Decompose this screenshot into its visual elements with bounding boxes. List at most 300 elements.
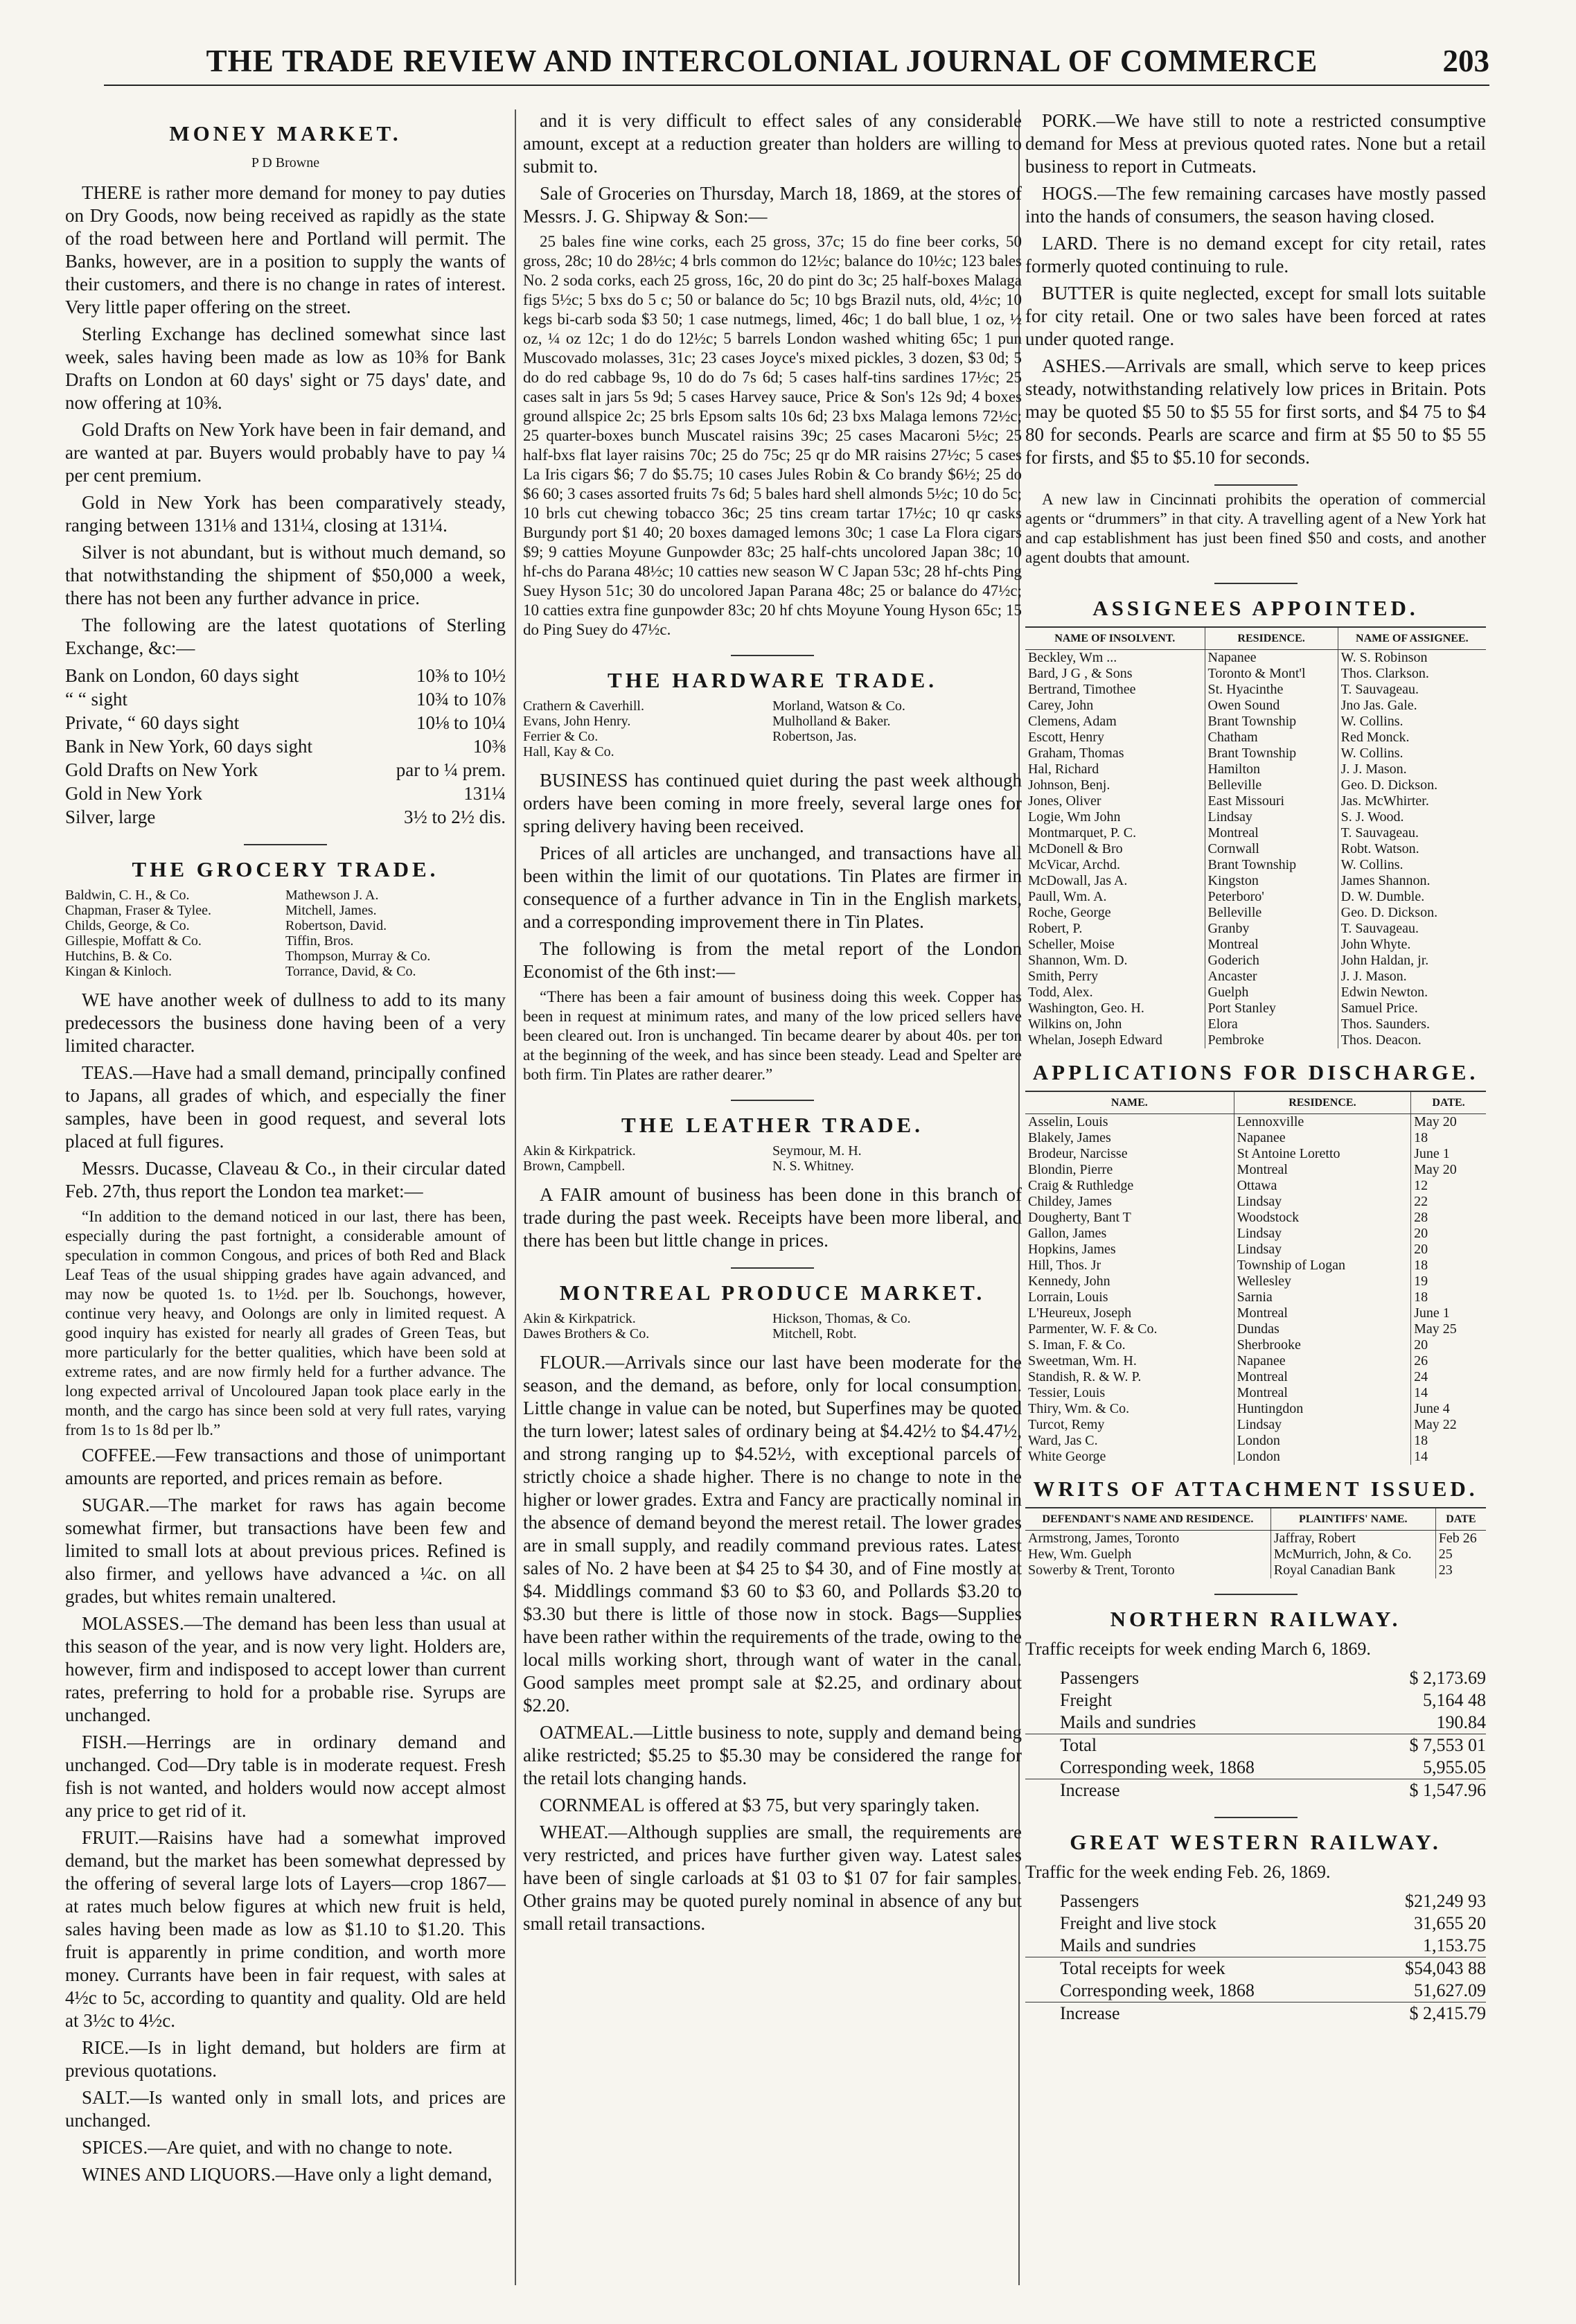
table-cell: D. W. Dumble. — [1338, 889, 1486, 905]
table-cell: White George — [1028, 1449, 1106, 1464]
table-cell: Logie, Wm John — [1028, 809, 1121, 825]
discharge-table — [1025, 1091, 1486, 1465]
paragraph: Sale of Groceries on Thursday, March 18, 1869, at the stores of Messrs. J. G. Shipway & Son:— — [523, 183, 1022, 227]
table-cell: May 25 — [1411, 1321, 1486, 1337]
divider — [731, 1100, 814, 1101]
table-cell: Bard, J G , & Sons — [1028, 666, 1133, 681]
paragraph: HOGS.—The few remaining carcases have mostly passed into the hands of consumers, the season having closed. — [1025, 183, 1486, 227]
column-header: NAME OF ASSIGNEE. — [1338, 627, 1486, 650]
table-cell: Hamilton — [1205, 762, 1338, 777]
leather-firms: Akin & Kirkpatrick. Seymour, M. H. Brown, Campbell. N. S. Whitney. — [523, 1143, 862, 1174]
table-cell: Township of Logan — [1234, 1258, 1410, 1274]
sale-list: 25 bales fine wine corks, each 25 gross, 37c; 15 do fine beer corks, 50 gross, 28c; 10 do 28½c; 4 brls common do 12½c; balance do 10½c; 123 bales No. 2 soda corks, each 25 gross, 16c, 20 do pint do 3c; 25 half-boxes Malaga figs 5½c; 5 bxs do 5 c; 50 or balance do 5c; 10 bgs Brazil nuts, old, 4½c; 10 kegs bi-carb soda $3 50; 1 case nutmegs, limed, 46c; 1 do ball blue, 1 oz, ½ oz, ¼ oz 12c; 1 do do 12½c; 5 barrels London washed whiting 65c; 1 pun Muscovado molasses, 31c; 23 cases Joyce's mixed pickles, 3 dozen, $3 0d; 5 do do red cabbage 9s, 10 do do 7s 6d; 5 cases half-tins sardines 17½c; 25 cases salt in jars 5s 9d; 5 cases Harvey sauce, Price & Son's 12s 9d; 4 boxes ground allspice 2c; 25 brls Epsom salts 10s 6d; 23 bxs Malaga lemons 72½c; 25 quarter-boxes bunch Muscatel raisins 39c; 25 cases Macaroni 5½c; 25 half-bxs flat layer raisins 70c; 25 do 75c; 25 qr do MR raisins 27½c; 5 cases La Iris cigars $6; 7 do $5.75; 10 cases Jules Robin & Co brandy $6½; 25 do $6 60; 3 cases assorted fruits 7s 6d; 5 bales hard shell almonds 5½c; 10 do 5c; 10 brls cut chewing tobacco 36c; 25 tins cream tartar 17½c; 10 qr casks Burgundy port $1 40; 20 boxes damaged lemons 30c; 1 case La Flora cigars $9; 9 catties Moyune Gunpowder 83c; 25 half-chts uncolored Japan 38c; 10 hf-chs do Parana 48½c; 10 catties new season W C Japan 53c; 28 hf-chts Ping Suey Hyson 51c; 30 do uncolored Japan Parana 48c; 25 or balance do 47½c; 10 catties extra fine gunpowder 83c; 20 hf chts Moyune Young Hyson 65c; 15 do Ping Suey do 47½c. — [523, 233, 1022, 638]
table-cell: Whelan, Joseph Edward — [1028, 1032, 1162, 1048]
paragraph: FISH.—Herrings are in ordinary demand and unchanged. Cod—Dry table is in moderate request. Fresh fish is not wanted, and holders would now accept almost any price to get rid of it. — [65, 1732, 506, 1821]
table-cell: May 22 — [1411, 1417, 1486, 1433]
paragraph: WE have another week of dullness to add to its many predecessors the business done having been of a very limited character. — [65, 989, 506, 1056]
table-cell: J. J. Mason. — [1338, 969, 1486, 985]
table-row — [1025, 746, 1486, 762]
table-row — [1025, 1001, 1486, 1016]
column-3 — [1025, 109, 1486, 2278]
column-1 — [65, 109, 506, 2278]
great-western-subtitle: Traffic for the week ending Feb. 26, 1869. — [1025, 1862, 1331, 1882]
paragraph: WHEAT.—Although supplies are small, the requirements are very restricted, and prices have further given way. Latest sales have been of single carloads at $1 03 to $1 07 for fair samples. Other grains may be quoted purely nominal in absence of any but small retail transactions. — [523, 1822, 1022, 1934]
receipt-increase: Increase $ 1,547.96 — [1025, 1779, 1486, 1802]
paragraph: MOLASSES.—The demand has been less than usual at this season of the year, and is now very light. Holders are, however, firm and indisposed to accept lower than current rates, preferring to hold for a probable rise. Syrups are unchanged. — [65, 1613, 506, 1725]
column-header: NAME OF INSOLVENT. — [1025, 627, 1205, 650]
table-cell: Lennoxville — [1234, 1114, 1410, 1131]
table-cell: James Shannon. — [1338, 873, 1486, 889]
table-cell: McMurrich, John, & Co. — [1270, 1547, 1435, 1562]
table-cell: W. Collins. — [1338, 746, 1486, 762]
table-row — [1025, 1531, 1486, 1547]
paragraph: LARD. There is no demand except for city retail, rates formerly quoted continuing to rule. — [1025, 233, 1486, 276]
exchange-quotations — [65, 664, 506, 829]
table-row — [1025, 1194, 1486, 1210]
table-cell: Thos. Clarkson. — [1338, 666, 1486, 682]
column-header: RESIDENCE. — [1205, 627, 1338, 650]
table-cell: Parmenter, W. F. & Co. — [1028, 1321, 1158, 1337]
receipt-row: Mails and sundries 1,153.75 — [1060, 1935, 1486, 1955]
money-market-heading: MONEY MARKET. — [169, 121, 402, 146]
assignees-table — [1025, 626, 1486, 1048]
paragraph: BUTTER is quite neglected, except for small lots suitable for city retail. One or two sales have been forced at rates under quoted range. — [1025, 283, 1486, 349]
table-row — [1025, 825, 1486, 841]
receipt-total: Total receipts for week $54,043 88 — [1025, 1957, 1486, 1980]
receipt-row: Freight and live stock 31,655 20 — [1060, 1913, 1486, 1933]
receipt-increase: Increase $ 2,415.79 — [1025, 2002, 1486, 2025]
table-cell: S. J. Wood. — [1338, 809, 1486, 825]
table-cell: Wilkins on, John — [1028, 1016, 1122, 1032]
receipt-row: Passengers $ 2,173.69 — [1060, 1668, 1486, 1688]
table-row — [1025, 937, 1486, 953]
table-cell: 22 — [1411, 1194, 1486, 1210]
table-cell: Owen Sound — [1205, 698, 1338, 714]
masthead — [104, 43, 1489, 86]
table-cell: Huntingdon — [1234, 1401, 1410, 1417]
table-cell: Lindsay — [1234, 1242, 1410, 1258]
table-cell: Kingston — [1205, 873, 1338, 889]
leather-heading: THE LEATHER TRADE. — [621, 1113, 923, 1137]
table-cell: Jones, Oliver — [1028, 793, 1101, 809]
table-row — [1025, 857, 1486, 873]
table-cell: 23 — [1435, 1562, 1486, 1578]
table-cell: McVicar, Archd. — [1028, 857, 1120, 872]
table-cell: Geo. D. Dickson. — [1338, 777, 1486, 793]
table-cell: Thos. Saunders. — [1338, 1016, 1486, 1032]
table-cell: St Antoine Loretto — [1234, 1146, 1410, 1162]
column-header: PLAINTIFFS' NAME. — [1270, 1508, 1435, 1531]
table-cell: Montreal — [1205, 825, 1338, 841]
table-cell: Edwin Newton. — [1338, 985, 1486, 1001]
table-cell: 18 — [1411, 1258, 1486, 1274]
table-cell: 24 — [1411, 1369, 1486, 1385]
table-cell: John Haldan, jr. — [1338, 953, 1486, 969]
table-cell: Belleville — [1205, 905, 1338, 921]
paragraph: THERE is rather more demand for money to pay duties on Dry Goods, now being received as rapidly as the state of the road between here and Portland will permit. The Banks, however, are in a position to supply the wants of their customers, and there is no change in rates of interest. Very little paper offering on the street. — [65, 182, 506, 317]
quote-row: Silver, large 3½ to 2½ dis. — [65, 807, 506, 827]
table-cell: Belleville — [1205, 777, 1338, 793]
quote-row: Bank on London, 60 days sight 10⅜ to 10½ — [65, 665, 506, 686]
table-row — [1025, 889, 1486, 905]
table-cell: W. Collins. — [1338, 714, 1486, 730]
divider — [731, 655, 814, 656]
table-row — [1025, 905, 1486, 921]
table-cell: Cornwall — [1205, 841, 1338, 857]
table-cell: London — [1234, 1449, 1410, 1465]
divider — [1214, 583, 1298, 584]
paragraph: Gold Drafts on New York have been in fair demand, and are wanted at par. Buyers would probably have to pay ¼ per cent premium. — [65, 419, 506, 486]
table-cell: Goderich — [1205, 953, 1338, 969]
table-row — [1025, 969, 1486, 985]
column-header: RESIDENCE. — [1234, 1091, 1410, 1114]
table-cell: Bertrand, Timothee — [1028, 682, 1136, 697]
table-row — [1025, 985, 1486, 1001]
table-row — [1025, 953, 1486, 969]
table-cell: 12 — [1411, 1178, 1486, 1194]
table-cell: Standish, R. & W. P. — [1028, 1369, 1142, 1384]
divider — [1214, 1817, 1298, 1818]
paragraph: WINES AND LIQUORS.—Have only a light demand, — [82, 2164, 493, 2185]
grocery-firms: Baldwin, C. H., & Co. Mathewson J. A. Chapman, Fraser & Tylee. Mitchell, James. Childs, George, & Co. Robertson, David. Gillespie, Moffatt & Co. Tiffin, Bros. Hutchins, B. & Co. Thompson, Murray & Co. Kingan & Kinloch. Torrance, David, & Co. — [65, 888, 431, 979]
page-number: 203 — [1442, 44, 1489, 78]
produce-heading: MONTREAL PRODUCE MARKET. — [559, 1280, 986, 1305]
table-cell: Brant Township — [1205, 746, 1338, 762]
table-row — [1025, 650, 1486, 667]
quotation: “There has been a fair amount of business doing this week. Copper has been in request at minimum rates, and many of the low priced sellers have been cleared out. Iron is unchanged. Tin became dearer by about 40s. per ton at the beginning of the week, and has since been steady. Lead and Spelter are both firm. Tin Plates are rather dearer.” — [523, 988, 1022, 1083]
table-cell: McDowall, Jas A. — [1028, 873, 1128, 888]
table-cell: Washington, Geo. H. — [1028, 1001, 1144, 1016]
table-cell: Jno Jas. Gale. — [1338, 698, 1486, 714]
paragraph: Messrs. Ducasse, Claveau & Co., in their circular dated Feb. 27th, thus report the London tea market:— — [65, 1158, 506, 1201]
table-cell: Lorrain, Louis — [1028, 1289, 1108, 1305]
quote-row: Gold Drafts on New York par to ¼ prem. — [65, 759, 506, 780]
table-row — [1025, 730, 1486, 746]
table-cell: J. J. Mason. — [1338, 762, 1486, 777]
table-cell: May 20 — [1411, 1162, 1486, 1178]
table-row — [1025, 682, 1486, 698]
paragraph: TEAS.—Have had a small demand, principally confined to Japans, all grades of which, and especially the finer samples, have been in good request, and several lots placed at full figures. — [65, 1062, 506, 1152]
table-row — [1025, 1337, 1486, 1353]
table-cell: Peterboro' — [1205, 889, 1338, 905]
table-row — [1025, 1417, 1486, 1433]
table-cell: Blakely, James — [1028, 1130, 1111, 1145]
table-cell: 25 — [1435, 1547, 1486, 1562]
table-cell: Red Monck. — [1338, 730, 1486, 746]
table-cell: Montreal — [1234, 1385, 1410, 1401]
receipt-corresponding: Corresponding week, 1868 51,627.09 — [1060, 1980, 1486, 2000]
table-cell: Lindsay — [1234, 1226, 1410, 1242]
table-row — [1025, 1032, 1486, 1048]
paragraph: RICE.—Is in light demand, but holders are firm at previous quotations. — [65, 2037, 506, 2081]
table-cell: Childey, James — [1028, 1194, 1112, 1209]
table-row — [1025, 1162, 1486, 1178]
table-cell: 14 — [1411, 1449, 1486, 1465]
quote-row: Private, “ 60 days sight 10⅛ to 10¼ — [65, 712, 506, 733]
table-row — [1025, 873, 1486, 889]
hardware-firms: Crathern & Caverhill. Morland, Watson & Co. Evans, John Henry. Mulholland & Baker. Ferrier & Co. Robertson, Jas. Hall, Kay & Co. — [523, 698, 905, 759]
table-cell: Armstrong, James, Toronto — [1028, 1531, 1180, 1546]
table-cell: June 1 — [1411, 1305, 1486, 1321]
table-cell: T. Sauvageau. — [1338, 682, 1486, 698]
table-cell: McDonell & Bro — [1028, 841, 1123, 856]
discharge-heading: APPLICATIONS FOR DISCHARGE. — [1032, 1060, 1479, 1084]
table-row — [1025, 1114, 1486, 1131]
table-row — [1025, 1562, 1486, 1578]
table-cell: 18 — [1411, 1130, 1486, 1146]
table-cell: 20 — [1411, 1242, 1486, 1258]
paragraph: ASHES.—Arrivals are small, which serve to keep prices steady, notwithstanding relatively low prices in Britain. Pots may be quoted $5 50 to $5 55 for first sorts, and $4 75 to $4 80 for seconds. Pearls are scarce and firm at $5 50 to $5 55 for firsts, and $5 to $5.10 for seconds. — [1025, 355, 1486, 468]
table-cell: Sweetman, Wm. H. — [1028, 1353, 1137, 1368]
table-cell: Roche, George — [1028, 905, 1111, 920]
table-cell: T. Sauvageau. — [1338, 921, 1486, 937]
table-cell: Guelph — [1205, 985, 1338, 1001]
table-row — [1025, 1242, 1486, 1258]
paragraph: SUGAR.—The market for raws has again become somewhat firmer, but transactions have been few and limited to small lots at about previous prices. Refined is also firmer, and yellows have advanced a ¼c. on all grades, but whites remain unaltered. — [65, 1495, 506, 1607]
cincinnati-note: A new law in Cincinnati prohibits the operation of commercial agents or “drummers” in that city. A travelling agent of a New York hat and cap establishment has just been fined $50 and costs, and another agent doubts that amount. — [1025, 491, 1486, 566]
table-cell: Shannon, Wm. D. — [1028, 953, 1128, 968]
table-cell: Gallon, James — [1028, 1226, 1107, 1241]
table-row — [1025, 1305, 1486, 1321]
table-cell: June 4 — [1411, 1401, 1486, 1417]
table-cell: Sowerby & Trent, Toronto — [1028, 1562, 1175, 1578]
quote-row: Bank in New York, 60 days sight 10⅜ — [65, 736, 506, 757]
table-cell: Todd, Alex. — [1028, 985, 1093, 1000]
table-row — [1025, 1258, 1486, 1274]
table-cell: Dundas — [1234, 1321, 1410, 1337]
table-cell: Tessier, Louis — [1028, 1385, 1106, 1400]
divider — [1214, 484, 1298, 486]
table-cell: Hill, Thos. Jr — [1028, 1258, 1101, 1273]
table-row — [1025, 1178, 1486, 1194]
receipt-row: Mails and sundries 190.84 — [1060, 1712, 1486, 1732]
table-row — [1025, 777, 1486, 793]
table-cell: Montreal — [1205, 937, 1338, 953]
table-cell: 14 — [1411, 1385, 1486, 1401]
table-cell: Royal Canadian Bank — [1270, 1562, 1435, 1578]
table-row — [1025, 698, 1486, 714]
column-header: DATE — [1435, 1508, 1486, 1531]
table-cell: Montreal — [1234, 1369, 1410, 1385]
table-cell: 18 — [1411, 1289, 1486, 1305]
table-cell: 19 — [1411, 1274, 1486, 1289]
table-cell: Robt. Watson. — [1338, 841, 1486, 857]
northern-receipts — [1025, 1667, 1486, 1802]
table-cell: Ancaster — [1205, 969, 1338, 985]
great-western-receipts — [1025, 1890, 1486, 2025]
table-row — [1025, 1401, 1486, 1417]
paragraph: FLOUR.—Arrivals since our last have been moderate for the season, and the demand, as before, only for local consumption. Little change in value can be noted, but Superfines may be quoted the turn lower; latest sales of ordinary being at $4.42½ to $4.47½, and strong ranging up to $4.52½, with exceptional parcels of strictly choice a shade higher. There is no change to note in the higher or lower grades. Extra and Fancy are practically nominal in the absence of demand beyond the merest retail. The lower grades are in small supply, and readily command previous rates. Latest sales of No. 2 have been at $4 25 to $4 30, and of Fine mostly at $4. Middlings command $3 60 to $3 60, and Pollards $3.20 to $3.30 but there is little of those now in stock. Bags—Supplies have been rather within the requirements of the trade, owing to the local mills working short, through want of water in the canal. Good samples meet prompt sale at $2.25, and ordinary about $2.20. — [523, 1352, 1022, 1716]
table-cell: Toronto & Mont'l — [1205, 666, 1338, 682]
table-cell: Woodstock — [1234, 1210, 1410, 1226]
table-cell: Montmarquet, P. C. — [1028, 825, 1137, 840]
paragraph: A FAIR amount of business has been done in this branch of trade during the past week. Receipts have been more liberal, and there has been but little change in prices. — [523, 1184, 1022, 1251]
table-cell: Jaffray, Robert — [1270, 1531, 1435, 1547]
column-rule — [515, 109, 516, 2285]
table-row — [1025, 1369, 1486, 1385]
divider — [1214, 1594, 1298, 1595]
table-cell: S. Iman, F. & Co. — [1028, 1337, 1126, 1353]
paragraph: BUSINESS has continued quiet during the past week although orders have been coming in more freely, several large ones for spring delivery having been received. — [523, 770, 1022, 836]
table-cell: Escott, Henry — [1028, 730, 1104, 745]
paragraph: OATMEAL.—Little business to note, supply and demand being alike restricted; $5.25 to $5.30 may be considered the range for the retail lots changing hands. — [523, 1722, 1022, 1788]
receipt-total: Total $ 7,553 01 — [1025, 1734, 1486, 1757]
table-cell: 20 — [1411, 1337, 1486, 1353]
table-cell: T. Sauvageau. — [1338, 825, 1486, 841]
table-cell: Ottawa — [1234, 1178, 1410, 1194]
table-cell: 20 — [1411, 1226, 1486, 1242]
table-cell: Hal, Richard — [1028, 762, 1099, 777]
table-cell: Graham, Thomas — [1028, 746, 1124, 761]
table-cell: Samuel Price. — [1338, 1001, 1486, 1016]
table-cell: Elora — [1205, 1016, 1338, 1032]
table-cell: Turcot, Remy — [1028, 1417, 1105, 1432]
money-market-byline: P D Browne — [251, 155, 320, 170]
divider — [731, 1267, 814, 1269]
assignees-heading: ASSIGNEES APPOINTED. — [1092, 596, 1419, 620]
table-cell: Craig & Ruthledge — [1028, 1178, 1134, 1193]
column-header: DATE. — [1411, 1091, 1486, 1114]
newspaper-title: THE TRADE REVIEW AND INTERCOLONIAL JOURNAL OF COMMERCE — [206, 44, 1318, 78]
table-row — [1025, 762, 1486, 777]
column-header: NAME. — [1025, 1091, 1234, 1114]
table-cell: Johnson, Benj. — [1028, 777, 1110, 793]
table-cell: W. S. Robinson — [1338, 650, 1486, 667]
column-2 — [523, 109, 1022, 2278]
table-cell: Beckley, Wm ... — [1028, 650, 1117, 665]
table-cell: Paull, Wm. A. — [1028, 889, 1107, 904]
table-cell: Scheller, Moise — [1028, 937, 1115, 952]
table-row — [1025, 1433, 1486, 1449]
table-cell: Montreal — [1234, 1305, 1410, 1321]
quote-row: Gold in New York 131¼ — [65, 783, 506, 804]
table-row — [1025, 1321, 1486, 1337]
table-row — [1025, 841, 1486, 857]
table-row — [1025, 1547, 1486, 1562]
table-cell: London — [1234, 1433, 1410, 1449]
table-cell: Wellesley — [1234, 1274, 1410, 1289]
table-row — [1025, 1385, 1486, 1401]
table-cell: Kennedy, John — [1028, 1274, 1110, 1289]
writs-table — [1025, 1507, 1486, 1578]
table-cell: Chatham — [1205, 730, 1338, 746]
table-row — [1025, 1130, 1486, 1146]
table-cell: Hew, Wm. Guelph — [1028, 1547, 1132, 1562]
paragraph: Sterling Exchange has declined somewhat since last week, sales having been made as low as 10⅜ for Bank Drafts on London at 60 days' sight or 75 days' date, and now offering at 10⅜. — [65, 324, 506, 413]
table-cell: Lindsay — [1234, 1194, 1410, 1210]
table-cell: W. Collins. — [1338, 857, 1486, 873]
paragraph: PORK.—We have still to note a restricted consumptive demand for Mess at previous quoted rates. None but a retail business to report in Cutmeats. — [1025, 110, 1486, 177]
table-cell: John Whyte. — [1338, 937, 1486, 953]
produce-firms: Akin & Kirkpatrick. Hickson, Thomas, & Co. Dawes Brothers & Co. Mitchell, Robt. — [523, 1311, 911, 1341]
paragraph: FRUIT.—Raisins have had a somewhat improved demand, but the market has been somewhat depressed by the offering of several large lots of Layers—crop 1867—at rates much below figures at which new fruit is held, sales having been made as low as $1.10 to $1.20. This fruit is apparently in prime condition, and worth more money. Currants have been in fair request, with sales at 4½c to 5c, according to quantity and quality. Old are held at 3½c to 4½c. — [65, 1827, 506, 2031]
table-cell: Brant Township — [1205, 857, 1338, 873]
table-cell: Robert, P. — [1028, 921, 1083, 936]
hardware-heading: THE HARDWARE TRADE. — [608, 668, 937, 692]
table-row — [1025, 1146, 1486, 1162]
table-cell: St. Hyacinthe — [1205, 682, 1338, 698]
great-western-heading: GREAT WESTERN RAILWAY. — [1070, 1830, 1442, 1854]
table-cell: Carey, John — [1028, 698, 1094, 713]
table-cell: Hopkins, James — [1028, 1242, 1116, 1257]
paragraph: SPICES.—Are quiet, and with no change to note. — [82, 2137, 453, 2158]
table-cell: East Missouri — [1205, 793, 1338, 809]
table-cell: Smith, Perry — [1028, 969, 1099, 984]
table-row — [1025, 666, 1486, 682]
table-cell: May 20 — [1411, 1114, 1486, 1131]
table-cell: Lindsay — [1234, 1417, 1410, 1433]
table-cell: Geo. D. Dickson. — [1338, 905, 1486, 921]
paragraph: SALT.—Is wanted only in small lots, and prices are unchanged. — [65, 2087, 506, 2131]
paragraph: The following is from the metal report of the London Economist of the 6th inst:— — [523, 938, 1022, 982]
writs-heading: WRITS OF ATTACHMENT ISSUED. — [1033, 1477, 1478, 1501]
table-cell: Sarnia — [1234, 1289, 1410, 1305]
table-cell: 28 — [1411, 1210, 1486, 1226]
table-row — [1025, 1353, 1486, 1369]
paragraph: Prices of all articles are unchanged, and transactions have all been within the limit of our quotations. Tin Plates are firmer in consequence of a further advance in Tin in the English markets, and a corresponding improvement there in Tin Plates. — [523, 843, 1022, 932]
quotation: “In addition to the demand noticed in our last, there has been, especially during the past fortnight, a considerable amount of speculation in common Congous, and prices of both Red and Black Leaf Teas of the usual shipping grades have again advanced, and may now be quoted 1s. to 1½d. per lb. Souchongs, however, continue very heavy, and Oolongs are only in limited request. A good inquiry has existed for nearly all grades of Green Teas, but more particularly for the better qualities, which have been sold at extreme rates, and are now firmly held for a further advance. The long expected arrival of Uncoloured Japan took place early in the month, and the cargo has since been sold at very full rates, varying from 1s to 1s 8d per lb.” — [65, 1208, 506, 1438]
table-cell: Clemens, Adam — [1028, 714, 1117, 729]
receipt-corresponding: Corresponding week, 1868 5,955.05 — [1060, 1757, 1486, 1777]
paragraph: and it is very difficult to effect sales of any considerable amount, except at a reduction greater than holders are willing to submit to. — [523, 110, 1022, 177]
table-cell: Jas. McWhirter. — [1338, 793, 1486, 809]
table-row — [1025, 1289, 1486, 1305]
table-row — [1025, 1449, 1486, 1465]
table-cell: Montreal — [1234, 1162, 1410, 1178]
table-row — [1025, 1016, 1486, 1032]
table-cell: Brant Township — [1205, 714, 1338, 730]
receipt-row: Freight 5,164 48 — [1060, 1690, 1486, 1710]
table-row — [1025, 809, 1486, 825]
paragraph: COFFEE.—Few transactions and those of unimportant amounts are reported, and prices remain as before. — [65, 1445, 506, 1488]
table-cell: Feb 26 — [1435, 1531, 1486, 1547]
table-cell: Brodeur, Narcisse — [1028, 1146, 1128, 1161]
paragraph: Gold in New York has been comparatively steady, ranging between 131⅛ and 131¼, closing at 131¼. — [65, 492, 506, 536]
table-cell: Granby — [1205, 921, 1338, 937]
divider — [244, 844, 327, 845]
table-cell: Port Stanley — [1205, 1001, 1338, 1016]
table-cell: Dougherty, Bant T — [1028, 1210, 1131, 1225]
table-cell: Ward, Jas C. — [1028, 1433, 1098, 1448]
table-cell: Sherbrooke — [1234, 1337, 1410, 1353]
table-row — [1025, 793, 1486, 809]
table-cell: Napanee — [1234, 1130, 1410, 1146]
table-cell: Asselin, Louis — [1028, 1114, 1108, 1129]
table-cell: Napanee — [1234, 1353, 1410, 1369]
quote-row: “ “ sight 10¾ to 10⅞ — [65, 689, 506, 710]
table-row — [1025, 921, 1486, 937]
table-cell: Lindsay — [1205, 809, 1338, 825]
receipt-row: Passengers $21,249 93 — [1060, 1891, 1486, 1911]
table-cell: Pembroke — [1205, 1032, 1338, 1048]
table-row — [1025, 1274, 1486, 1289]
table-cell: Napanee — [1205, 650, 1338, 667]
table-row — [1025, 1226, 1486, 1242]
paragraph: The following are the latest quotations of Sterling Exchange, &c:— — [65, 615, 506, 658]
table-cell: June 1 — [1411, 1146, 1486, 1162]
table-row — [1025, 714, 1486, 730]
table-cell: L'Heureux, Joseph — [1028, 1305, 1132, 1321]
column-header: DEFENDANT'S NAME AND RESIDENCE. — [1025, 1508, 1270, 1531]
table-cell: Thos. Deacon. — [1338, 1032, 1486, 1048]
table-row — [1025, 1210, 1486, 1226]
table-cell: Thiry, Wm. & Co. — [1028, 1401, 1130, 1416]
table-cell: Blondin, Pierre — [1028, 1162, 1113, 1177]
grocery-heading: THE GROCERY TRADE. — [132, 857, 439, 881]
paragraph: CORNMEAL is offered at $3 75, but very sparingly taken. — [540, 1795, 980, 1815]
paragraph: Silver is not abundant, but is without much demand, so that notwithstanding the shipment of $50,000 a week, there has not been any further advance in price. — [65, 542, 506, 608]
northern-railway-subtitle: Traffic receipts for week ending March 6, 1869. — [1025, 1639, 1371, 1659]
